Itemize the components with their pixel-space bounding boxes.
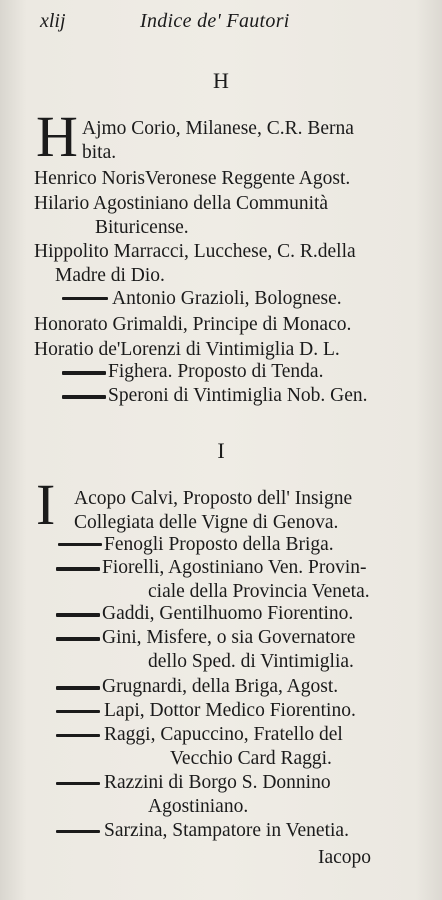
- entry-line: Fenogli Proposto della Briga.: [104, 534, 334, 555]
- page-header: [40, 8, 422, 38]
- catchword: Iacopo: [318, 847, 372, 868]
- entry-line: Fighera. Proposto di Tenda.: [108, 361, 324, 382]
- entry-line: Fiorelli, Agostiniano Ven. Provin-: [102, 557, 367, 578]
- entry-line: Horatio de'Lorenzi di Vintimiglia D. L.: [34, 339, 340, 360]
- entry-line: Acopo Calvi, Proposto dell' Insigne: [74, 488, 353, 509]
- entry-line: dello Sped. di Vintimiglia.: [148, 651, 354, 672]
- ditto-rule: [62, 371, 106, 375]
- entry-line: Vecchio Card Raggi.: [170, 748, 332, 769]
- entry-line: Gini, Misfere, o sia Governatore: [102, 627, 356, 648]
- ditto-rule: [56, 782, 100, 785]
- entry-line: Bituricense.: [95, 217, 189, 238]
- entry-line: bita.: [82, 142, 117, 163]
- ditto-rule: [58, 543, 102, 546]
- entry-line: ciale della Provincia Veneta.: [148, 581, 370, 602]
- ditto-rule: [62, 297, 108, 300]
- entry-line: Honorato Grimaldi, Principe di Monaco.: [34, 314, 352, 335]
- entry-line: Grugnardi, della Briga, Agost.: [102, 676, 339, 697]
- ditto-rule: [56, 613, 100, 617]
- section-heading-i: I: [217, 438, 225, 463]
- ditto-rule: [56, 567, 100, 571]
- entry-line: Henrico NorisVeronese Reggente Agost.: [34, 168, 351, 189]
- ditto-rule: [56, 830, 100, 833]
- entry-line: Razzini di Borgo S. Donnino: [104, 772, 331, 793]
- entry-line: Madre di Dio.: [55, 265, 165, 286]
- ditto-rule: [56, 710, 100, 713]
- ditto-rule: [56, 637, 100, 641]
- entry-line: Gaddi, Gentilhuomo Fiorentino.: [102, 603, 354, 624]
- entry-line: Collegiata delle Vigne di Genova.: [74, 512, 339, 533]
- entry-line: Ajmo Corio, Milanese, C.R. Berna: [82, 118, 354, 139]
- entry-line: Agostiniano.: [148, 796, 249, 817]
- ditto-rule: [56, 686, 100, 690]
- running-head: Indice de' Fautori: [140, 10, 290, 32]
- page-number: xlij: [40, 10, 66, 32]
- entry-line: Hippolito Marracci, Lucchese, C. R.della: [34, 241, 356, 262]
- drop-cap-h: H: [36, 104, 78, 169]
- entry-line: Raggi, Capuccino, Fratello del: [104, 724, 343, 745]
- entry-line: Lapi, Dottor Medico Fiorentino.: [104, 700, 356, 721]
- section-heading-h: H: [213, 68, 229, 93]
- entry-line: Antonio Grazioli, Bolognese.: [112, 288, 342, 309]
- ditto-rule: [62, 395, 106, 399]
- ditto-rule: [56, 734, 100, 737]
- entry-line: Sarzina, Stampatore in Venetia.: [104, 820, 349, 841]
- entry-line: Speroni di Vintimiglia Nob. Gen.: [108, 385, 368, 406]
- entry-line: Hilario Agostiniano della Communità: [34, 193, 329, 214]
- drop-cap-i: I: [36, 472, 56, 537]
